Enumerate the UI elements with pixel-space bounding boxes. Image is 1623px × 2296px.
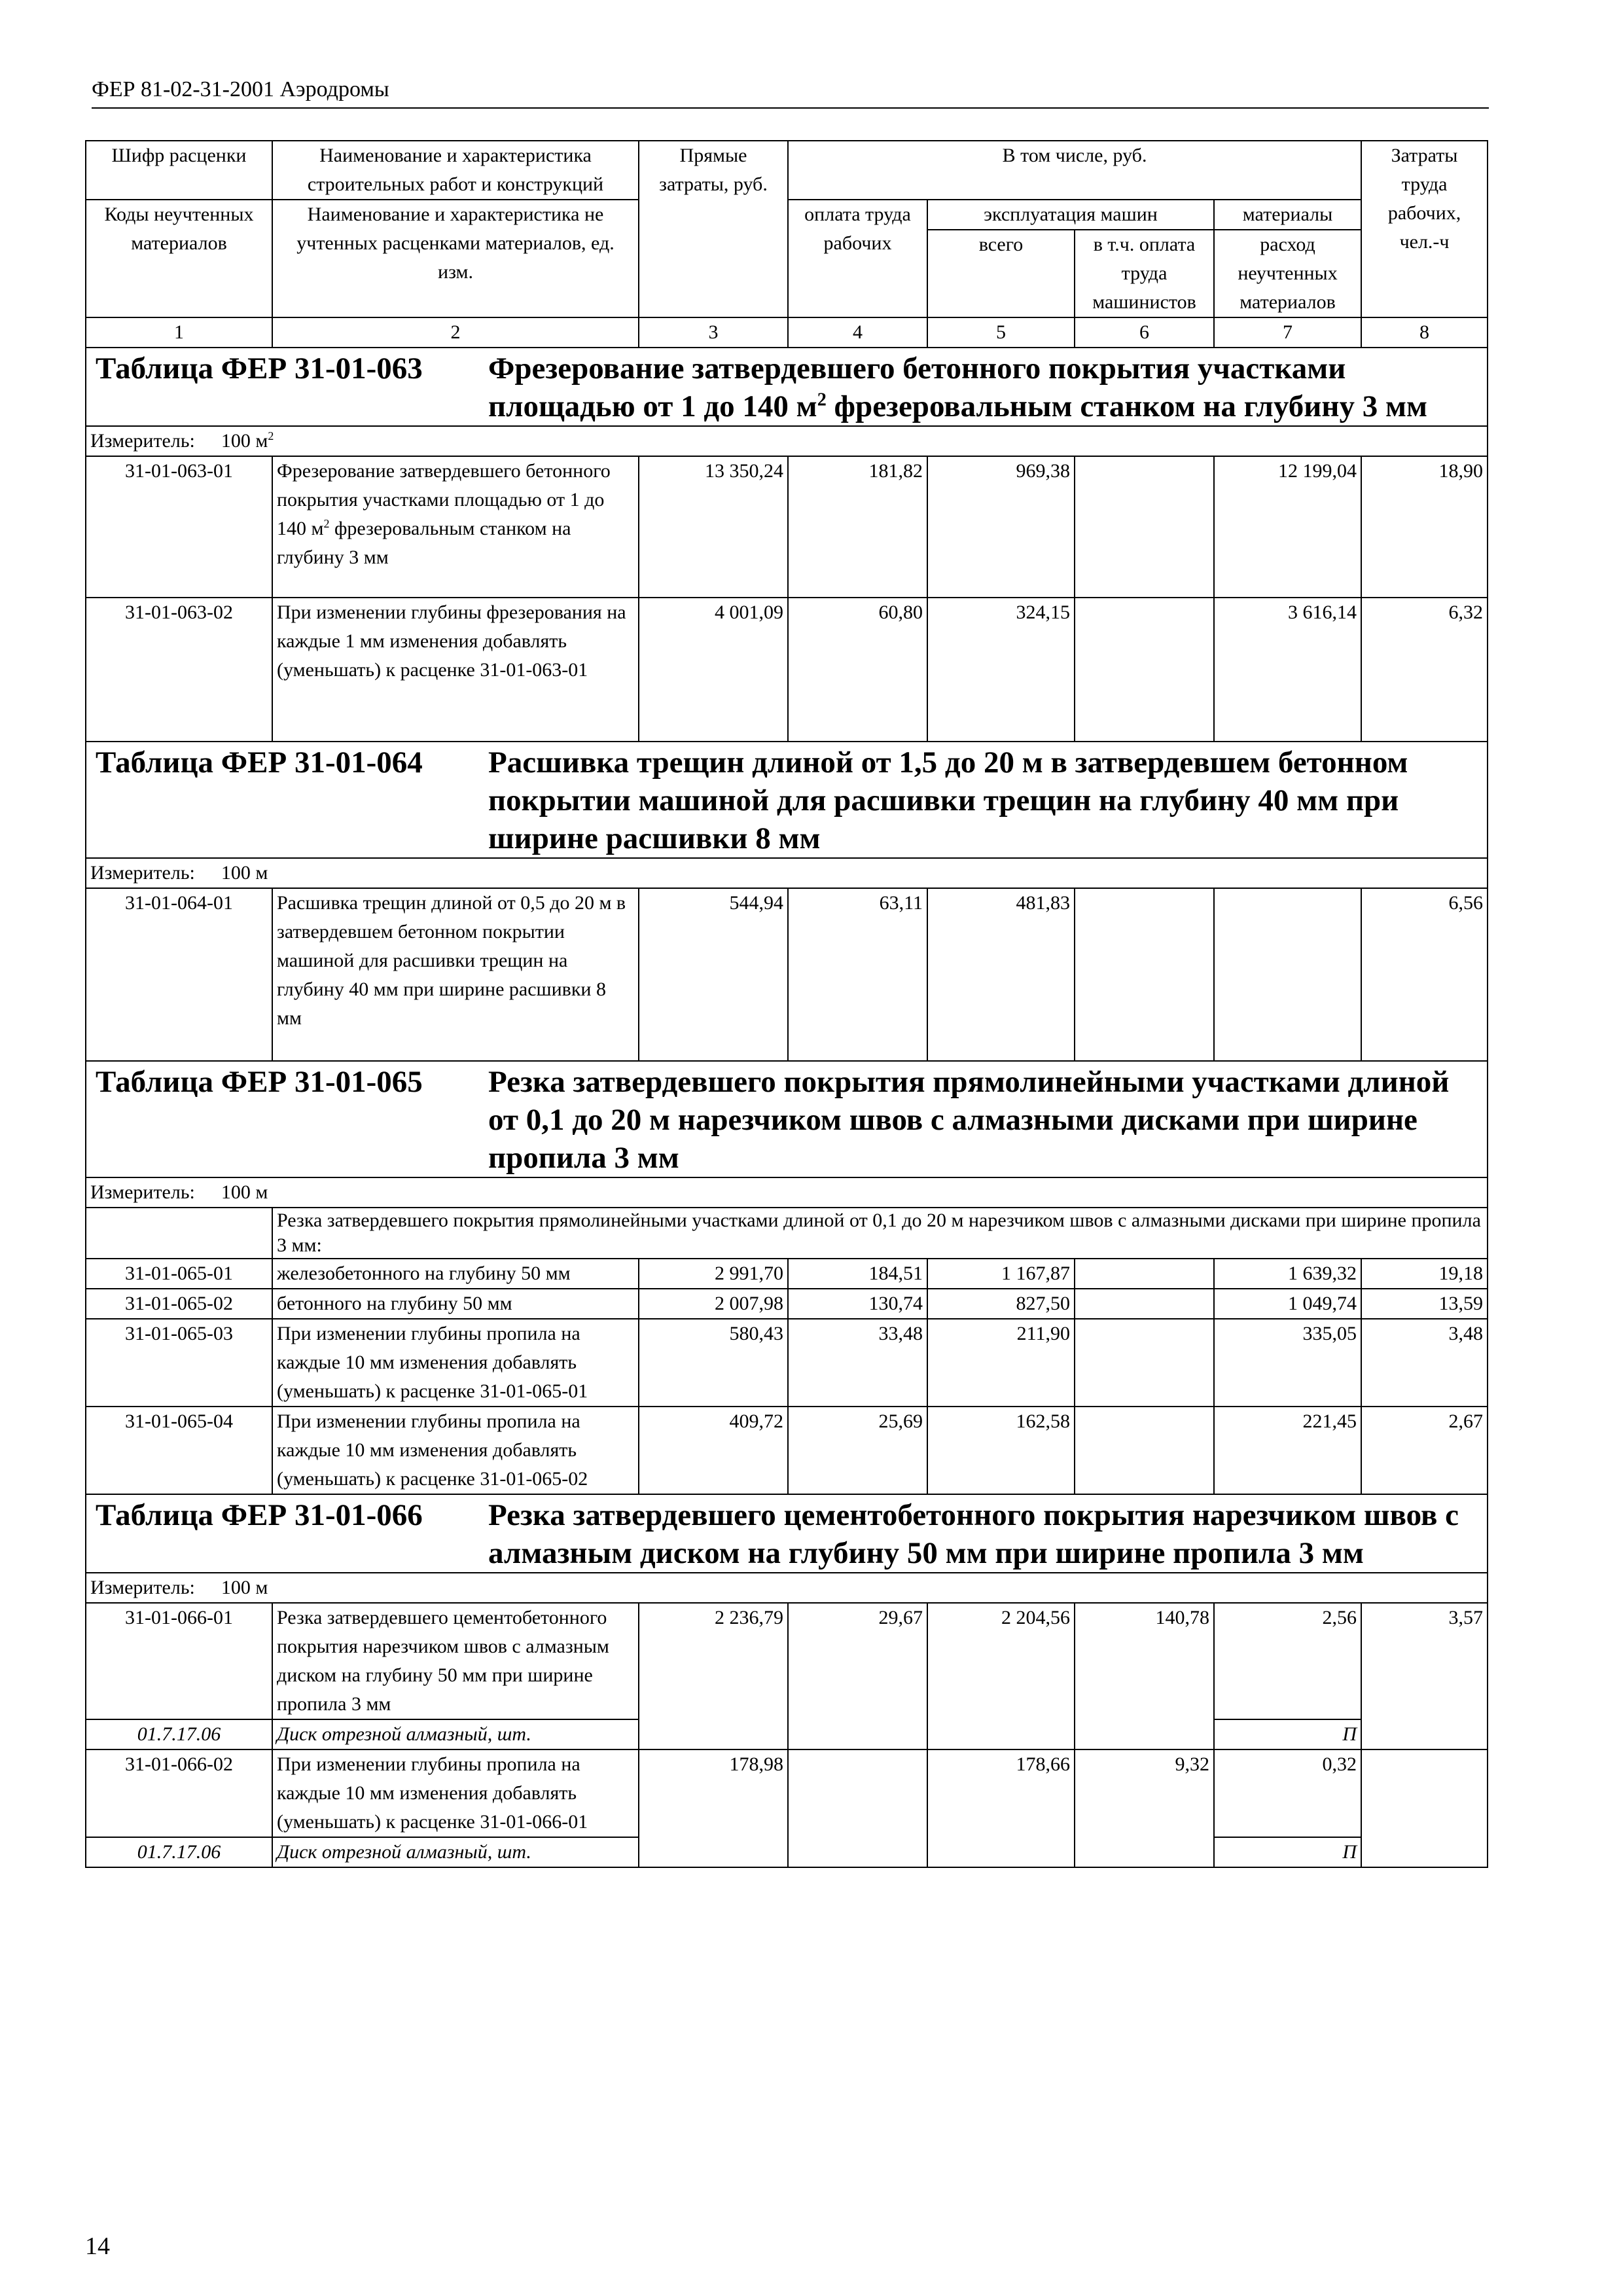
col-header-wages: оплата труда рабочих — [788, 200, 927, 317]
page-number: 14 — [85, 2233, 110, 2260]
col-header-code-top: Шифр расценки — [86, 141, 272, 200]
wages: 33,48 — [788, 1319, 927, 1407]
section-label: Таблица ФЕР 31-01-066 — [96, 1498, 423, 1532]
machines-total: 969,38 — [927, 456, 1075, 598]
materials — [1214, 888, 1361, 1061]
direct-cost: 409,72 — [639, 1407, 788, 1494]
col-header-labor: Затраты труда рабочих, чел.-ч — [1361, 141, 1488, 317]
col-header-name-bottom: Наименование и характеристика не учтенных расценками материалов, ед. изм. — [272, 200, 639, 317]
table-row — [86, 456, 1488, 598]
document-header: ФЕР 81-02-31-2001 Аэродромы — [92, 77, 389, 101]
materials: 12 199,04 — [1214, 456, 1361, 598]
materials: 1 049,74 — [1214, 1289, 1361, 1319]
rate-name: При изменении глубины фрезерования на каждые 1 мм изменения добавлять (уменьшать) к расценке 31-01-063-01 — [272, 598, 639, 742]
section-heading — [86, 348, 1488, 426]
header-divider — [92, 107, 1489, 109]
direct-cost: 2 991,70 — [639, 1259, 788, 1289]
materials: 0,32 — [1214, 1749, 1361, 1837]
machines-total: 2 204,56 — [927, 1603, 1075, 1749]
group-description: Резка затвердевшего покрытия прямолинейными участками длиной от 0,1 до 20 м нарезчиком швов с алмазными дисками при ширине пропила 3 мм: — [272, 1208, 1488, 1259]
col-number: 3 — [639, 317, 788, 348]
direct-cost: 2 236,79 — [639, 1603, 788, 1749]
rate-name: бетонного на глубину 50 мм — [272, 1289, 639, 1319]
labor: 19,18 — [1361, 1259, 1488, 1289]
direct-cost: 580,43 — [639, 1319, 788, 1407]
table-row — [86, 1407, 1488, 1494]
rate-name: Расшивка трещин длиной от 0,5 до 20 м в затвердевшем бетонном покрытии машиной для расшивки трещин на глубину 40 мм при ширине расшивки 8 мм — [272, 888, 639, 1061]
section-title: Фрезерование затвердевшего бетонного покрытия участками площадью от 1 до 140 $м^2$ фрезеровальным станком на глубину 3 мм — [488, 351, 1427, 423]
material-code: 01.7.17.06 — [86, 1719, 272, 1749]
rate-code: 31-01-065-04 — [86, 1407, 272, 1494]
rate-name: Фрезерование затвердевшего бетонного покрытия участками площадью от 1 до 140 $м^2$ фрезеровальным станком на глубину 3 мм — [272, 456, 639, 598]
wages: 63,11 — [788, 888, 927, 1061]
section-measure: Измеритель: 100 $м^2$ — [86, 426, 1488, 456]
section-measure: Измеритель: 100 м — [86, 1573, 1488, 1603]
col-number: 1 — [86, 317, 272, 348]
rate-code: 31-01-065-02 — [86, 1289, 272, 1319]
direct-cost: 13 350,24 — [639, 456, 788, 598]
section-heading — [86, 1494, 1488, 1573]
wages: 130,74 — [788, 1289, 927, 1319]
machines-total: 827,50 — [927, 1289, 1075, 1319]
wages — [788, 1749, 927, 1867]
material-name: Диск отрезной алмазный, шт. — [272, 1719, 639, 1749]
col-header-direct: Прямые затраты, руб. — [639, 141, 788, 317]
col-number: 6 — [1075, 317, 1214, 348]
col-header-code-bottom: Коды неучтенных материалов — [86, 200, 272, 317]
machines-total: 481,83 — [927, 888, 1075, 1061]
materials: 335,05 — [1214, 1319, 1361, 1407]
section-label: Таблица ФЕР 31-01-063 — [96, 351, 423, 386]
wages: 25,69 — [788, 1407, 927, 1494]
direct-cost: 4 001,09 — [639, 598, 788, 742]
machinist-wages — [1075, 1319, 1214, 1407]
labor: 13,59 — [1361, 1289, 1488, 1319]
section-title: Резка затвердевшего покрытия прямолинейными участками длиной от 0,1 до 20 м нарезчиком швов с алмазными дисками при ширине пропила 3 мм — [488, 1065, 1450, 1175]
machines-total: 162,58 — [927, 1407, 1075, 1494]
section-heading — [86, 742, 1488, 858]
col-header-machines-total: всего — [927, 230, 1075, 317]
machines-total: 324,15 — [927, 598, 1075, 742]
section-title: Резка затвердевшего цементобетонного покрытия нарезчиком швов с алмазным диском на глубину 50 мм при ширине пропила 3 мм — [488, 1498, 1459, 1570]
table-row — [86, 1603, 1488, 1719]
rate-code: 31-01-066-01 — [86, 1603, 272, 1719]
machinist-wages — [1075, 456, 1214, 598]
rate-name: Резка затвердевшего цементобетонного покрытия нарезчиком швов с алмазным диском на глубину 50 мм при ширине пропила 3 мм — [272, 1603, 639, 1719]
wages: 181,82 — [788, 456, 927, 598]
col-number: 5 — [927, 317, 1075, 348]
wages: 184,51 — [788, 1259, 927, 1289]
col-number: 2 — [272, 317, 639, 348]
rate-name: При изменении глубины пропила на каждые 10 мм изменения добавлять (уменьшать) к расценке 31-01-066-01 — [272, 1749, 639, 1837]
price-table — [85, 140, 1488, 1868]
rate-name: При изменении глубины пропила на каждые 10 мм изменения добавлять (уменьшать) к расценке 31-01-065-01 — [272, 1319, 639, 1407]
table-row — [86, 888, 1488, 1061]
section-label: Таблица ФЕР 31-01-065 — [96, 1065, 423, 1099]
machines-total: 1 167,87 — [927, 1259, 1075, 1289]
direct-cost: 2 007,98 — [639, 1289, 788, 1319]
table-row — [86, 1749, 1488, 1837]
col-number: 8 — [1361, 317, 1488, 348]
rate-name: При изменении глубины пропила на каждые 10 мм изменения добавлять (уменьшать) к расценке 31-01-065-02 — [272, 1407, 639, 1494]
col-header-including: В том числе, руб. — [788, 141, 1361, 200]
col-number: 7 — [1214, 317, 1361, 348]
direct-cost: 544,94 — [639, 888, 788, 1061]
materials: 2,56 — [1214, 1603, 1361, 1719]
section-label: Таблица ФЕР 31-01-064 — [96, 745, 423, 780]
machinist-wages — [1075, 888, 1214, 1061]
material-consumption: П — [1214, 1719, 1361, 1749]
labor — [1361, 1749, 1488, 1867]
table-row — [86, 1289, 1488, 1319]
section-measure: Измеритель: 100 м — [86, 858, 1488, 888]
machinist-wages — [1075, 1407, 1214, 1494]
machinist-wages — [1075, 598, 1214, 742]
material-consumption: П — [1214, 1837, 1361, 1867]
col-header-materials-consumption: расход неучтенных материалов — [1214, 230, 1361, 317]
col-header-materials: материалы — [1214, 200, 1361, 230]
materials: 3 616,14 — [1214, 598, 1361, 742]
materials: 221,45 — [1214, 1407, 1361, 1494]
section-heading — [86, 1061, 1488, 1177]
col-header-machines: эксплуатация машин — [927, 200, 1214, 230]
wages: 29,67 — [788, 1603, 927, 1749]
rate-code: 31-01-063-01 — [86, 456, 272, 598]
material-code: 01.7.17.06 — [86, 1837, 272, 1867]
machinist-wages: 9,32 — [1075, 1749, 1214, 1867]
labor: 6,32 — [1361, 598, 1488, 742]
table-row — [86, 1259, 1488, 1289]
rate-code: 31-01-065-03 — [86, 1319, 272, 1407]
table-row — [86, 1319, 1488, 1407]
machinist-wages: 140,78 — [1075, 1603, 1214, 1749]
machines-total: 178,66 — [927, 1749, 1075, 1867]
direct-cost: 178,98 — [639, 1749, 788, 1867]
rate-code: 31-01-064-01 — [86, 888, 272, 1061]
col-number: 4 — [788, 317, 927, 348]
rate-code: 31-01-066-02 — [86, 1749, 272, 1837]
col-header-machinist-wages: в т.ч. оплата труда машинистов — [1075, 230, 1214, 317]
col-header-name-top: Наименование и характеристика строительных работ и конструкций — [272, 141, 639, 200]
labor: 3,57 — [1361, 1603, 1488, 1749]
labor: 2,67 — [1361, 1407, 1488, 1494]
labor: 3,48 — [1361, 1319, 1488, 1407]
labor: 18,90 — [1361, 456, 1488, 598]
rate-name: железобетонного на глубину 50 мм — [272, 1259, 639, 1289]
section-title: Расшивка трещин длиной от 1,5 до 20 м в затвердевшем бетонном покрытии машиной для расшивки трещин на глубину 40 мм при ширине расшивки 8 мм — [488, 745, 1408, 855]
machines-total: 211,90 — [927, 1319, 1075, 1407]
rate-code: 31-01-063-02 — [86, 598, 272, 742]
labor: 6,56 — [1361, 888, 1488, 1061]
wages: 60,80 — [788, 598, 927, 742]
table-row — [86, 598, 1488, 742]
rate-code: 31-01-065-01 — [86, 1259, 272, 1289]
machinist-wages — [1075, 1289, 1214, 1319]
material-name: Диск отрезной алмазный, шт. — [272, 1837, 639, 1867]
machinist-wages — [1075, 1259, 1214, 1289]
materials: 1 639,32 — [1214, 1259, 1361, 1289]
section-measure: Измеритель: 100 м — [86, 1177, 1488, 1208]
